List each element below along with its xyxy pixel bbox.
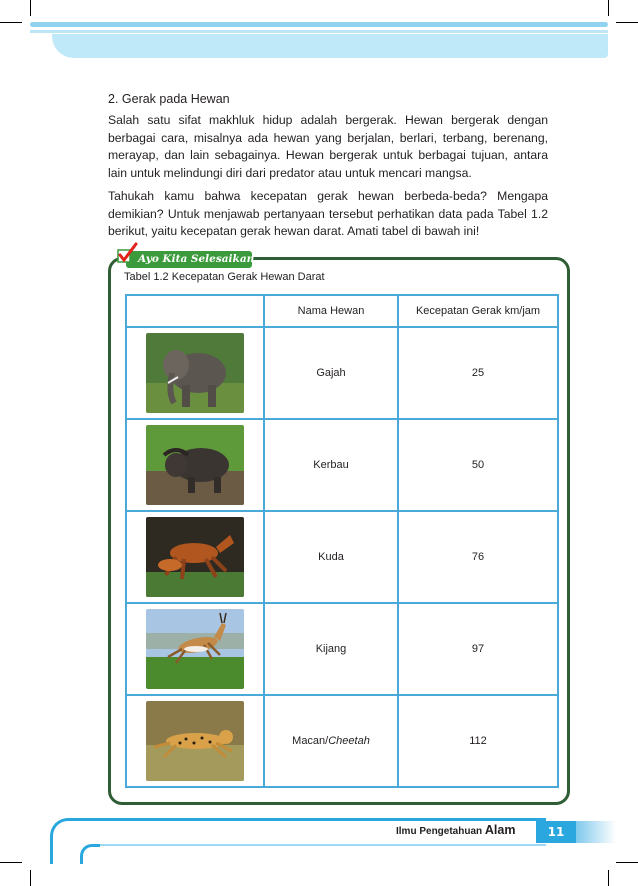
table-caption: Tabel 1.2 Kecepatan Gerak Hewan Darat (124, 271, 325, 283)
animal-name: Kuda (264, 511, 398, 603)
animal-speed: 25 (398, 327, 558, 419)
table-header-row (126, 295, 558, 327)
question-paragraph: Tahukah kamu bahwa kecepatan gerak hewan berbeda-beda? Mengapa demikian? Untuk menjawab pertanyaan tersebut perhatikan data pada Tabel 1.2 berikut, yaitu kecepatan gerak hewan darat. Amati tabel di bawah ini! (108, 189, 548, 238)
image-cell (126, 695, 264, 787)
footer-line (100, 844, 546, 846)
image-cell (126, 511, 264, 603)
table-row (126, 603, 558, 695)
animal-speed: 50 (398, 419, 558, 511)
animal-speed: 76 (398, 511, 558, 603)
table-header-image (126, 295, 264, 327)
table-header-speed: Kecepatan Gerak km/jam (398, 295, 558, 327)
crop-mark (30, 0, 31, 16)
table-row (126, 419, 558, 511)
table-row (126, 695, 558, 787)
image-cell (126, 603, 264, 695)
animal-name: Kijang (264, 603, 398, 695)
table-header-name: Nama Hewan (264, 295, 398, 327)
book-title-big: Alam (484, 823, 516, 837)
page-number: 11 (536, 821, 576, 843)
book-title-small: Ilmu Pengetahuan (396, 826, 485, 837)
animal-speed-table (125, 294, 559, 788)
intro-paragraph: Salah satu sifat makhluk hidup adalah bergerak. Hewan bergerak dengan berbagai cara, misalnya ada hewan yang berjalan, berlari, terbang, berenang, merayap, dan lain sebagainya. Hewan bergerak untuk berbagai tujuan, antara lain untuk melindungi diri dari predator atau untuk mencari mangsa. (108, 113, 548, 180)
page-number-fade (576, 821, 616, 843)
animal-speed: 97 (398, 603, 558, 695)
animal-speed: 112 (398, 695, 558, 787)
animal-name-italic: Cheetah (328, 735, 370, 747)
buffalo-photo (146, 425, 244, 505)
page-header-band (30, 22, 608, 58)
header-band (52, 34, 608, 58)
crop-mark (30, 870, 31, 886)
crop-mark (616, 862, 638, 863)
image-cell (126, 419, 264, 511)
table-row (126, 327, 558, 419)
checkmark-icon (116, 242, 138, 264)
animal-name: Kerbau (264, 419, 398, 511)
crop-mark (616, 22, 638, 23)
animal-name: Gajah (264, 327, 398, 419)
activity-badge-label: Ayo Kita Selesaikan (126, 251, 252, 268)
elephant-photo (146, 333, 244, 413)
horses-photo (146, 517, 244, 597)
animal-name-prefix: Macan/ (292, 735, 329, 747)
section-heading: 2. Gerak pada Hewan (108, 92, 230, 106)
antelope-photo (146, 609, 244, 689)
cheetah-photo (146, 701, 244, 781)
crop-mark (0, 22, 22, 23)
crop-mark (0, 862, 22, 863)
animal-name (264, 695, 398, 787)
image-cell (126, 327, 264, 419)
footer-curve (50, 818, 72, 864)
footer-line (72, 818, 546, 821)
book-title (396, 823, 515, 837)
crop-mark (608, 0, 609, 16)
page-footer (50, 818, 610, 864)
table-row (126, 511, 558, 603)
header-stripe (30, 22, 608, 27)
footer-curve (80, 844, 100, 864)
crop-mark (608, 870, 609, 886)
header-stripe (30, 30, 608, 33)
